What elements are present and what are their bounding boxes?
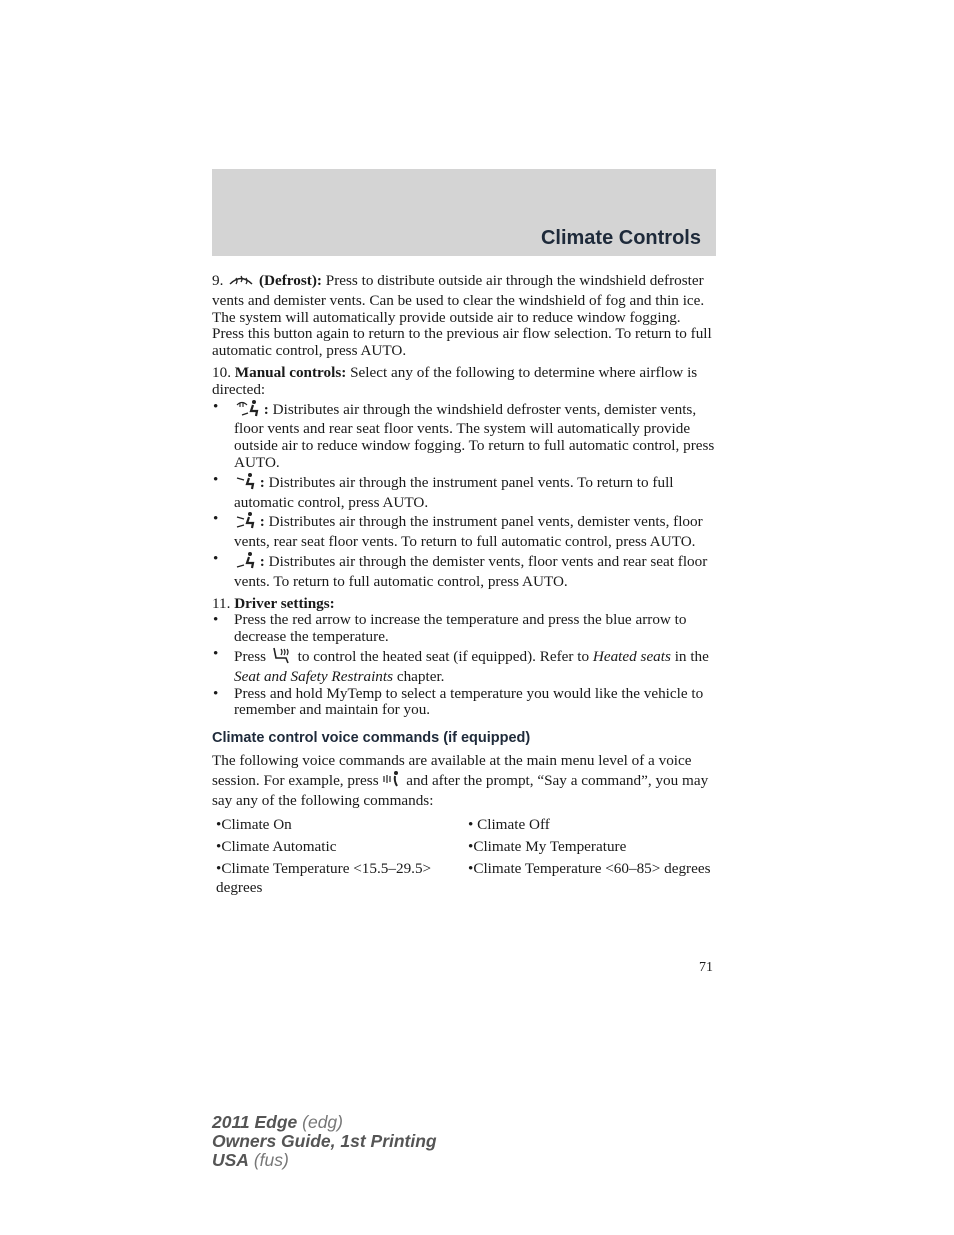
manual-controls-text: Select any of the following to determine where airflow is directed: [212,363,698,398]
page-content [212,270,716,897]
bullet-text: Distributes air through the demister vents, floor vents and rear seat floor vents. To return to full automatic control, press AUTO. [234,552,708,590]
driver-settings-list [212,612,716,719]
heated-seat-icon [270,646,294,669]
bullet-text: Distributes air through the instrument panel vents, demister vents, floor vents, rear seat floor vents. To return to full automatic control, press AUTO. [234,513,703,551]
bullet-text: Distributes air through the windshield defroster vents, demister vents, floor vents and rear seat floor vents. The system will automatically provide outside air to reduce window fogging. To return to full automatic control, press AUTO. [234,400,715,471]
list-item: • : Distributes air through the windshield defroster vents, demister vents, floor vents and rear seat floor vents. The system will automatically provide outside air to reduce window fogging. To return to full automatic control, press AUTO. [213,397,715,471]
panel-floor-icon [234,511,256,534]
driver-settings-label: Driver settings: [234,594,335,612]
section-title: Climate Controls [540,227,701,249]
list-item: • : Distributes air through the instrument panel vents, demister vents, floor vents, rear seat floor vents. To return to full automatic control, press AUTO. [213,510,703,551]
manual-controls-label: Manual controls: [234,363,347,381]
defrost-text: Press to distribute outside air through the windshield defroster vents and demister vents. Can be used to clear the windshield of fog and thin ice. The system will automatically provide outside air to reduce window fogging. Press this button again to return to the previous air flow selection. To return to full automatic control, press AUTO. [212,272,712,360]
voice-command: •Climate My Temperature [468,838,627,856]
list-item: • Press to control the heated seat (if equipped). Refer to Heated seats in the Seat and Safety Restraints chapter. [213,644,709,685]
list-item: • : Distributes air through the demister vents, floor vents and rear seat floor vents. To return to full automatic control, press AUTO. [213,549,708,590]
bullet-text: Press the red arrow to increase the temperature and press the blue arrow to decrease the temperature. [234,611,687,646]
item-9-defrost [212,270,716,360]
floor-vent-icon [234,551,256,574]
airflow-list [212,399,716,591]
list-item: • Press the red arrow to increase the temperature and press the blue arrow to decrease the temperature. [213,611,687,646]
list-item: • : Distributes air through the instrument panel vents. To return to full automatic control, press AUTO. [213,470,674,511]
defrost-icon [227,270,255,293]
voice-commands-heading: Climate control voice commands (if equipped) [212,730,531,747]
voice-command: •Climate Temperature <60–85> degrees [468,860,711,878]
voice-commands-grid [212,815,716,897]
voice-icon [382,770,402,793]
page-number: 71 [699,960,713,975]
defrost-floor-icon [234,399,260,422]
item-number: 9. [212,272,224,289]
voice-command: • Climate Off [468,816,550,834]
bullet-text: Distributes air through the instrument panel vents. To return to full automatic control, press AUTO. [234,473,674,511]
list-item: • Press and hold MyTemp to select a temperature you would like the vehicle to remember and maintain for you. [213,684,704,719]
voice-commands-intro: The following voice commands are available at the main menu level of a voice session. For example, press and after the prompt, “Say a command”, you may say any of the following commands: [212,751,709,809]
item-11-driver-settings [212,596,716,613]
item-10-manual-controls [212,365,716,399]
document-footer: 2011 Edge (edg) Owners Guide, 1st Printing USA (fus) [212,1112,437,1170]
item-number: 11. [212,594,231,612]
panel-vent-icon [234,472,256,495]
section-header-bar [212,169,716,256]
voice-command: •Climate On [216,816,292,834]
bullet-text: Press and hold MyTemp to select a temperature you would like the vehicle to remember and maintain for you. [234,684,704,719]
voice-command: •Climate Temperature <15.5–29.5> degrees [216,860,432,897]
defrost-label: (Defrost): [258,272,322,289]
item-number: 10. [212,363,231,381]
voice-command: •Climate Automatic [216,838,337,856]
